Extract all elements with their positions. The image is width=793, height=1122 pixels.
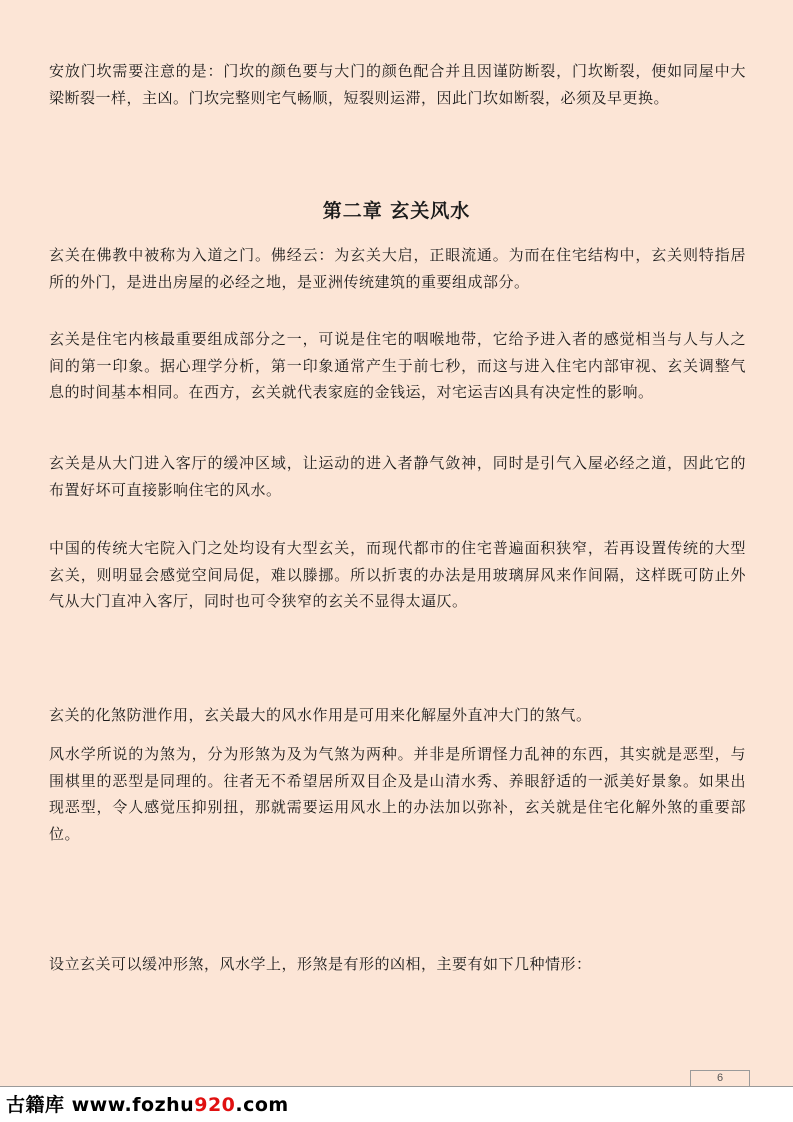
paragraph-protection: 玄关的化煞防泄作用，玄关最大的风水作用是可用来化解屋外直冲大门的煞气。	[49, 706, 592, 724]
paragraph-forms: 设立玄关可以缓冲形煞，风水学上，形煞是有形的凶相，主要有如下几种情形：	[49, 955, 592, 973]
paragraph-buffer: 玄关是从大门进入客厅的缓冲区域，让运动的进入者静气敛神，同时是引气入屋必经之道，因此它的布置好坏可直接影响住宅的风水。	[49, 454, 746, 499]
watermark-number: 920	[194, 1094, 236, 1116]
paragraph-tradition: 中国的传统大宅院入门之处均设有大型玄关，而现代都市的住宅普遍面积狭窄，若再设置传统的大型玄关，则明显会感觉空间局促，难以滕挪。所以折衷的办法是用玻璃屏风来作间隔，这样既可防止外气从大门直冲入客厅，同时也可令狭窄的玄关不显得太逼仄。	[49, 539, 746, 610]
paragraph-sha: 风水学所说的为煞为，分为形煞为及为气煞为两种。并非是所谓怪力乱神的东西，其实就是恶型，与围棋里的恶型是同理的。往者无不希望居所双目企及是山清水秀、养眼舒适的一派美好景象。如果出现恶型，令人感觉压抑别扭，那就需要运用风水上的办法加以弥补，玄关就是住宅化解外煞的重要部位。	[49, 745, 746, 843]
paragraph-threshold: 安放门坎需要注意的是：门坎的颜色要与大门的颜色配合并且因谨防断裂，门坎断裂，便如同屋中大梁断裂一样，主凶。门坎完整则宅气畅顺，短裂则运滞，因此门坎如断裂，必须及早更换。	[49, 62, 746, 107]
paragraph-intro: 玄关在佛教中被称为入道之门。佛经云：为玄关大启，正眼流通。为而在住宅结构中，玄关则特指居所的外门，是进出房屋的必经之地，是亚洲传统建筑的重要组成部分。	[49, 246, 746, 291]
chapter-title: 第二章 玄关风水	[322, 200, 471, 222]
page-number: 6	[690, 1070, 750, 1086]
paragraph-importance: 玄关是住宅内核最重要组成部分之一，可说是住宅的咽喉地带，它给予进入者的感觉相当与人与人之间的第一印象。据心理学分析，第一印象通常产生于前七秒，而这与进入住宅内部审视、玄关调整气息的时间基本相同。在西方，玄关就代表家庭的金钱运，对宅运吉凶具有决定性的影响。	[49, 330, 746, 401]
watermark-prefix: 古籍库 www.fozhu	[6, 1094, 195, 1116]
watermark-logo	[6, 1090, 289, 1117]
watermark-suffix: .com	[235, 1094, 289, 1116]
